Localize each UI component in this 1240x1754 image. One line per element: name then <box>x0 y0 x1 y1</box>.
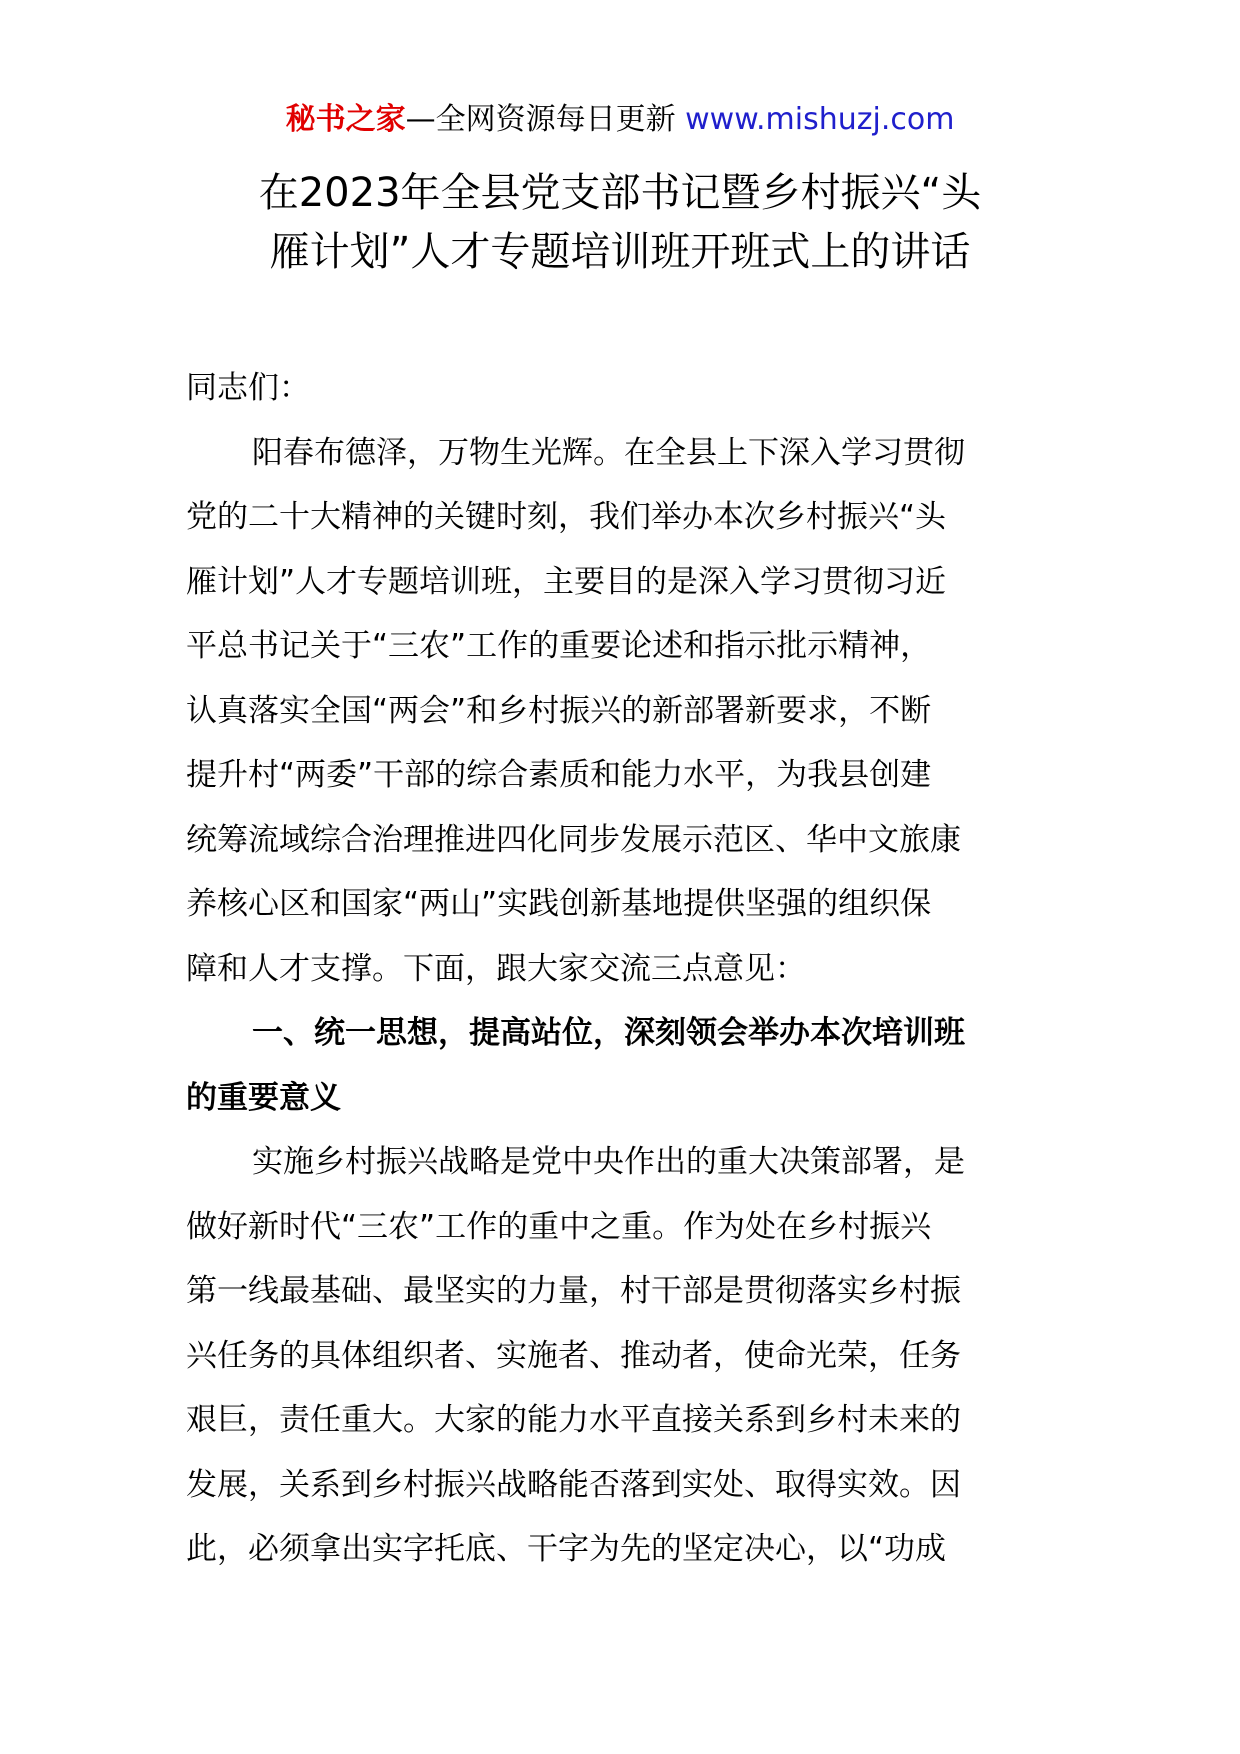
title-line: 雁计划”人才专题培训班开班式上的讲话 <box>269 229 971 275</box>
salutation: 同志们： <box>186 370 310 406</box>
paragraph-line: 雁计划”人才专题培训班，主要目的是深入学习贯彻习近 <box>186 563 947 600</box>
document-title <box>150 164 1090 282</box>
paragraph-line: 障和人才支撑。下面，跟大家交流三点意见： <box>186 950 806 987</box>
paragraph-line: 养核心区和国家“两山”实践创新基地提供坚强的组织保 <box>186 886 932 922</box>
paragraph-line: 艰巨，责任重大。大家的能力水平直接关系到乡村未来的 <box>186 1402 961 1438</box>
section-heading-line: 的重要意义 <box>186 1079 341 1116</box>
paragraph-line: 兴任务的具体组织者、实施者、推动者，使命光荣，任务 <box>186 1337 961 1374</box>
paragraph-line: 此，必须拿出实字托底、干字为先的坚定决心，以“功成 <box>186 1531 947 1567</box>
site-url-link[interactable]: www.mishuzj.com <box>685 102 955 137</box>
paragraph-line: 阳春布德泽，万物生光辉。在全县上下深入学习贯彻 <box>252 434 965 471</box>
paragraph-line: 平总书记关于“三农”工作的重要论述和指示批示精神， <box>186 628 932 664</box>
paragraph-line: 实施乡村振兴战略是党中央作出的重大决策部署，是 <box>252 1144 965 1180</box>
paragraph-line: 做好新时代“三农”工作的重中之重。作为处在乡村振兴 <box>186 1208 932 1245</box>
section-heading-line: 一、统一思想，提高站位，深刻领会举办本次培训班 <box>252 1015 965 1051</box>
paragraph-line: 统筹流域综合治理推进四化同步发展示范区、华中文旅康 <box>186 821 961 858</box>
paragraph-line: 第一线最基础、最坚实的力量，村干部是贯彻落实乡村振 <box>186 1273 961 1309</box>
document-body <box>186 356 1054 1582</box>
site-header <box>0 100 1240 140</box>
title-line: 在2023年全县党支部书记暨乡村振兴“头 <box>258 170 982 216</box>
brand-name: 秘书之家 <box>285 102 406 137</box>
paragraph-line: 发展，关系到乡村振兴战略能否落到实处、取得实效。因 <box>186 1466 961 1503</box>
paragraph-line: 认真落实全国“两会”和乡村振兴的新部署新要求，不断 <box>186 692 932 729</box>
header-tagline: —全网资源每日更新 <box>405 102 686 137</box>
paragraph-line: 党的二十大精神的关键时刻，我们举办本次乡村振兴“头 <box>186 499 947 535</box>
paragraph-line: 提升村“两委”干部的综合素质和能力水平，为我县创建 <box>186 757 932 793</box>
